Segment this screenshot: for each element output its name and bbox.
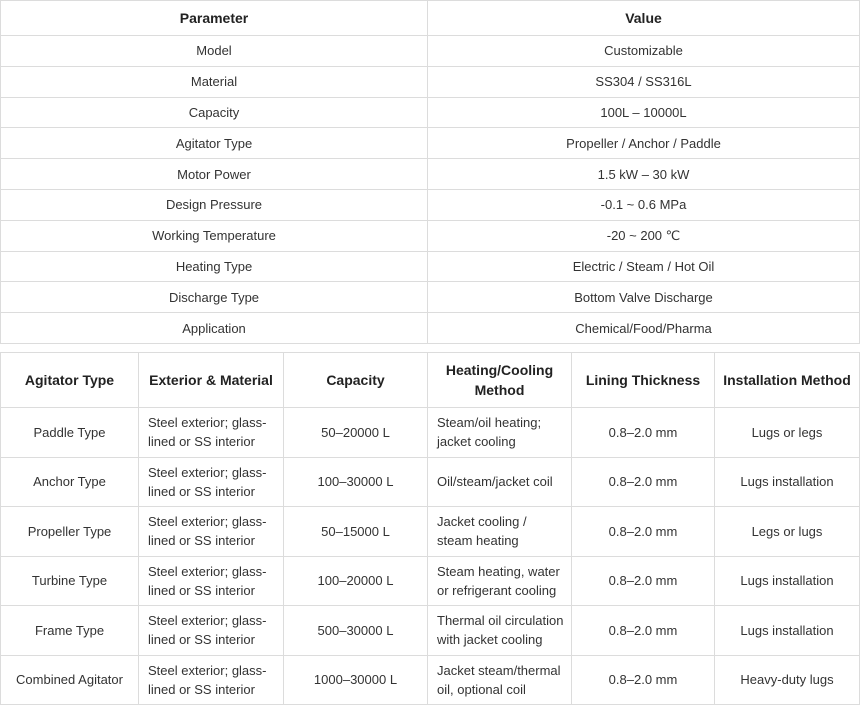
parameter-cell: Application xyxy=(1,313,428,344)
parameter-cell: Motor Power xyxy=(1,159,428,190)
table-row xyxy=(1,556,860,606)
table-row xyxy=(1,36,860,67)
parameter-cell: Design Pressure xyxy=(1,189,428,220)
table-row xyxy=(1,189,860,220)
capacity-cell: 500–30000 L xyxy=(284,606,428,656)
lining-thickness-cell: 0.8–2.0 mm xyxy=(572,408,715,458)
parameter-spec-table xyxy=(0,0,860,344)
heating-cooling-cell: Jacket cooling / steam heating xyxy=(428,507,572,557)
installation-method-cell: Lugs installation xyxy=(715,457,860,507)
table-row xyxy=(1,128,860,159)
installation-method-cell: Heavy-duty lugs xyxy=(715,655,860,705)
header-exterior-material: Exterior & Material xyxy=(139,353,284,408)
value-cell: -0.1 ~ 0.6 MPa xyxy=(428,189,860,220)
table-row xyxy=(1,313,860,344)
agitator-type-cell: Frame Type xyxy=(1,606,139,656)
types-header-row xyxy=(1,353,860,408)
header-heating-cooling: Heating/Cooling Method xyxy=(428,353,572,408)
table-row xyxy=(1,251,860,282)
capacity-cell: 50–20000 L xyxy=(284,408,428,458)
agitator-type-cell: Paddle Type xyxy=(1,408,139,458)
exterior-material-cell: Steel exterior; glass-lined or SS interior xyxy=(139,408,284,458)
installation-method-cell: Lugs installation xyxy=(715,606,860,656)
value-cell: Electric / Steam / Hot Oil xyxy=(428,251,860,282)
lining-thickness-cell: 0.8–2.0 mm xyxy=(572,507,715,557)
exterior-material-cell: Steel exterior; glass-lined or SS interior xyxy=(139,606,284,656)
agitator-types-table xyxy=(0,352,860,705)
installation-method-cell: Lugs installation xyxy=(715,556,860,606)
installation-method-cell: Lugs or legs xyxy=(715,408,860,458)
parameter-cell: Capacity xyxy=(1,97,428,128)
table-row xyxy=(1,220,860,251)
table-row xyxy=(1,97,860,128)
value-cell: 1.5 kW – 30 kW xyxy=(428,159,860,190)
lining-thickness-cell: 0.8–2.0 mm xyxy=(572,606,715,656)
lining-thickness-cell: 0.8–2.0 mm xyxy=(572,556,715,606)
heating-cooling-cell: Steam heating, water or refrigerant cooling xyxy=(428,556,572,606)
parameter-cell: Model xyxy=(1,36,428,67)
parameter-cell: Material xyxy=(1,66,428,97)
parameter-cell: Working Temperature xyxy=(1,220,428,251)
parameter-cell: Agitator Type xyxy=(1,128,428,159)
header-capacity: Capacity xyxy=(284,353,428,408)
heating-cooling-cell: Jacket steam/thermal oil, optional coil xyxy=(428,655,572,705)
installation-method-cell: Legs or lugs xyxy=(715,507,860,557)
value-cell: SS304 / SS316L xyxy=(428,66,860,97)
parameter-cell: Discharge Type xyxy=(1,282,428,313)
table-row xyxy=(1,159,860,190)
lining-thickness-cell: 0.8–2.0 mm xyxy=(572,457,715,507)
value-cell: Bottom Valve Discharge xyxy=(428,282,860,313)
header-agitator-type: Agitator Type xyxy=(1,353,139,408)
value-cell: Chemical/Food/Pharma xyxy=(428,313,860,344)
heating-cooling-cell: Oil/steam/jacket coil xyxy=(428,457,572,507)
parameter-cell: Heating Type xyxy=(1,251,428,282)
value-cell: 100L – 10000L xyxy=(428,97,860,128)
table-row xyxy=(1,507,860,557)
table-row xyxy=(1,408,860,458)
header-value: Value xyxy=(428,1,860,36)
table-row xyxy=(1,66,860,97)
capacity-cell: 50–15000 L xyxy=(284,507,428,557)
capacity-cell: 100–30000 L xyxy=(284,457,428,507)
exterior-material-cell: Steel exterior; glass-lined or SS interior xyxy=(139,507,284,557)
exterior-material-cell: Steel exterior; glass-lined or SS interior xyxy=(139,457,284,507)
exterior-material-cell: Steel exterior; glass-lined or SS interior xyxy=(139,556,284,606)
spec-header-row xyxy=(1,1,860,36)
table-row xyxy=(1,457,860,507)
heating-cooling-cell: Thermal oil circulation with jacket cooling xyxy=(428,606,572,656)
agitator-type-cell: Propeller Type xyxy=(1,507,139,557)
table-row xyxy=(1,655,860,705)
agitator-type-cell: Anchor Type xyxy=(1,457,139,507)
table-row xyxy=(1,282,860,313)
lining-thickness-cell: 0.8–2.0 mm xyxy=(572,655,715,705)
header-lining-thickness: Lining Thickness xyxy=(572,353,715,408)
value-cell: -20 ~ 200 ℃ xyxy=(428,220,860,251)
heating-cooling-cell: Steam/oil heating; jacket cooling xyxy=(428,408,572,458)
capacity-cell: 100–20000 L xyxy=(284,556,428,606)
capacity-cell: 1000–30000 L xyxy=(284,655,428,705)
exterior-material-cell: Steel exterior; glass-lined or SS interior xyxy=(139,655,284,705)
agitator-type-cell: Combined Agitator xyxy=(1,655,139,705)
value-cell: Customizable xyxy=(428,36,860,67)
header-installation-method: Installation Method xyxy=(715,353,860,408)
header-parameter: Parameter xyxy=(1,1,428,36)
value-cell: Propeller / Anchor / Paddle xyxy=(428,128,860,159)
table-row xyxy=(1,606,860,656)
agitator-type-cell: Turbine Type xyxy=(1,556,139,606)
